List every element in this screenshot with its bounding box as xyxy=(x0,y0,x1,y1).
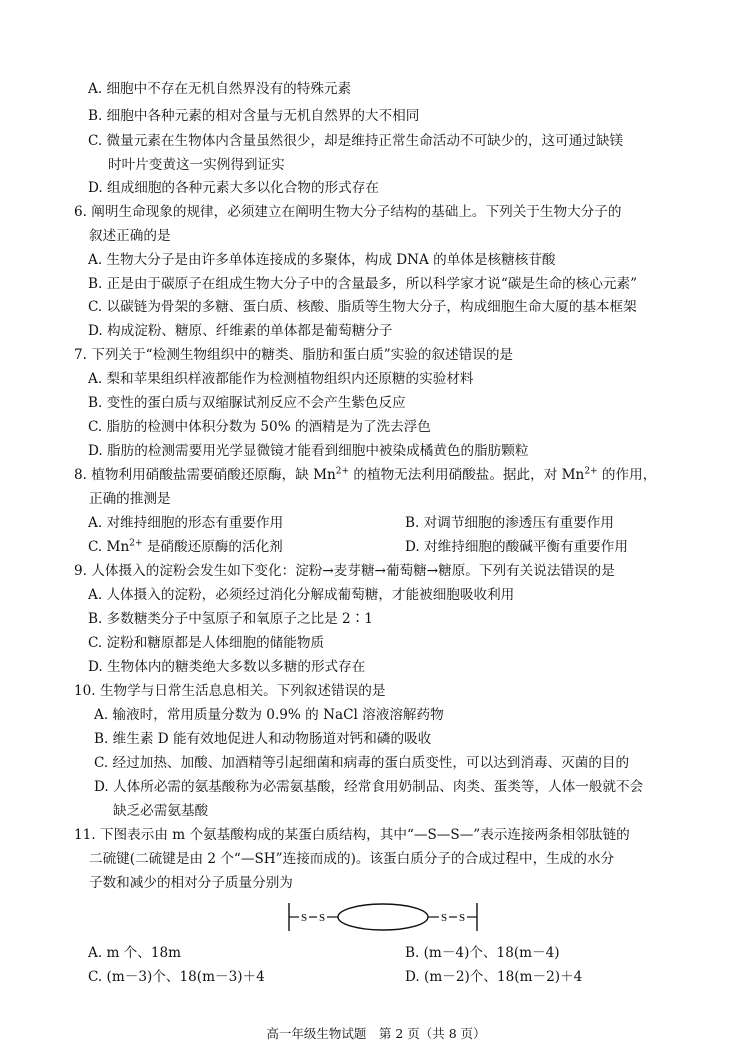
q8-superscript: 2+ xyxy=(584,466,598,477)
q11-option-d: D. (m－2)个、18(m－2)＋4 xyxy=(405,969,583,985)
peptide-ring xyxy=(338,904,428,930)
q6-stem: 6. 阐明生命现象的规律，必须建立在阐明生物大分子结构的基础上。下列关于生物大分子的 xyxy=(74,204,622,220)
q10-option-a: A. 输液时，常用质量分数为 0.9% 的 NaCl 溶液溶解药物 xyxy=(94,707,444,723)
q10-option-b: B. 维生素 D 能有效地促进人和动物肠道对钙和磷的吸收 xyxy=(94,731,432,747)
q8-option-c xyxy=(88,537,283,557)
sulfur-label: S xyxy=(318,912,326,924)
q7-option-b: B. 变性的蛋白质与双缩脲试剂反应不会产生紫色反应 xyxy=(88,395,406,411)
q6-option-c: C. 以碳链为骨架的多糖、蛋白质、核酸、脂质等生物大分子，构成细胞生命大厦的基本框架 xyxy=(88,299,637,315)
q8-stem-part2: 的植物无法利用硝酸盐。据此，对 Mn xyxy=(349,467,585,483)
q8-superscript: 2+ xyxy=(335,466,350,477)
q11-option-c: C. (m－3)个、18(m－3)＋4 xyxy=(88,969,265,985)
protein-disulfide-diagram xyxy=(283,899,483,935)
q8-option-c-part1: C. Mn xyxy=(88,539,130,555)
q8-stem-cont: 正确的推测是 xyxy=(89,491,171,507)
sulfur-label: S xyxy=(440,912,448,924)
q7-stem: 7. 下列关于“检测生物组织中的糖类、脂肪和蛋白质”实验的叙述错误的是 xyxy=(74,347,514,363)
q10-option-c: C. 经过加热、加酸、加酒精等引起细菌和病毒的蛋白质变性，可以达到消毒、灭菌的目的 xyxy=(94,755,630,771)
q10-option-d: D. 人体所必需的氨基酸称为必需氨基酸，经常食用奶制品、肉类、蛋类等，人体一般就不会 xyxy=(94,779,644,795)
q8-superscript: 2+ xyxy=(129,538,143,549)
q7-option-a: A. 梨和苹果组织样液都能作为检测植物组织内还原糖的实验材料 xyxy=(88,371,474,387)
q9-stem: 9. 人体摄入的淀粉会发生如下变化：淀粉→麦芽糖→葡萄糖→糖原。下列有关说法错误的是 xyxy=(74,563,615,579)
q11-option-b: B. (m－4)个、18(m－4) xyxy=(405,945,560,961)
q9-option-c: C. 淀粉和糖原都是人体细胞的储能物质 xyxy=(88,635,325,651)
q11-option-a: A. m 个、18m xyxy=(88,945,182,961)
q10-option-d-cont: 缺乏必需氨基酸 xyxy=(113,803,209,819)
q8-stem-part1: 8. 植物利用硝酸盐需要硝酸还原酶，缺 Mn xyxy=(74,467,336,483)
q5-option-a: A. 细胞中不存在无机自然界没有的特殊元素 xyxy=(88,81,352,97)
q6-stem-cont: 叙述正确的是 xyxy=(89,228,171,244)
q7-option-d: D. 脂肪的检测需要用光学显微镜才能看到细胞中被染成橘黄色的脂肪颗粒 xyxy=(88,443,529,459)
q10-stem: 10. 生物学与日常生活息息相关。下列叙述错误的是 xyxy=(74,683,386,699)
q6-option-b: B. 正是由于碳原子在组成生物大分子中的含量最多，所以科学家才说“碳是生命的核心元素” xyxy=(88,276,638,292)
q5-option-d: D. 组成细胞的各种元素大多以化合物的形式存在 xyxy=(88,180,379,196)
q5-option-c-cont: 时叶片变黄这一实例得到证实 xyxy=(108,157,285,173)
q8-option-a: A. 对维持细胞的形态有重要作用 xyxy=(88,515,284,531)
q8-stem xyxy=(74,465,656,485)
q6-option-d: D. 构成淀粉、糖原、纤维素的单体都是葡萄糖分子 xyxy=(88,323,393,339)
q11-stem-cont2: 子数和减少的相对分子质量分别为 xyxy=(89,875,293,891)
sulfur-label: S xyxy=(300,912,308,924)
q9-option-d: D. 生物体内的糖类绝大多数以多糖的形式存在 xyxy=(88,659,366,675)
page-footer: 高一年级生物试题 第 2 页（共 8 页） xyxy=(266,1026,486,1041)
q7-option-c: C. 脂肪的检测中体积分数为 50% 的酒精是为了洗去浮色 xyxy=(88,419,431,435)
q8-option-d: D. 对维持细胞的酸碱平衡有重要作用 xyxy=(405,539,628,555)
q8-option-c-part2: 是硝酸还原酶的活化剂 xyxy=(142,539,283,555)
q11-stem: 11. 下图表示由 m 个氨基酸构成的某蛋白质结构，其中“—S—S—”表示连接两条相邻肽链的 xyxy=(74,827,630,843)
q8-option-b: B. 对调节细胞的渗透压有重要作用 xyxy=(405,515,614,531)
q8-stem-part3: 的作用， xyxy=(597,467,657,483)
q9-option-a: A. 人体摄入的淀粉，必须经过消化分解成葡萄糖，才能被细胞吸收利用 xyxy=(88,587,515,603)
q6-option-a: A. 生物大分子是由许多单体连接成的多聚体，构成 DNA 的单体是核糖核苷酸 xyxy=(88,252,556,268)
q11-stem-cont1: 二硫键(二硫键是由 2 个“—SH”连接而成的)。该蛋白质分子的合成过程中，生成的水分 xyxy=(89,851,615,867)
q9-option-b: B. 多数糖类分子中氢原子和氧原子之比是 2∶1 xyxy=(88,611,373,627)
q5-option-c: C. 微量元素在生物体内含量虽然很少，却是维持正常生命活动不可缺少的，这可通过缺镁 xyxy=(88,133,624,149)
q5-option-b: B. 细胞中各种元素的相对含量与无机自然界的大不相同 xyxy=(88,108,420,124)
sulfur-label: S xyxy=(458,912,466,924)
